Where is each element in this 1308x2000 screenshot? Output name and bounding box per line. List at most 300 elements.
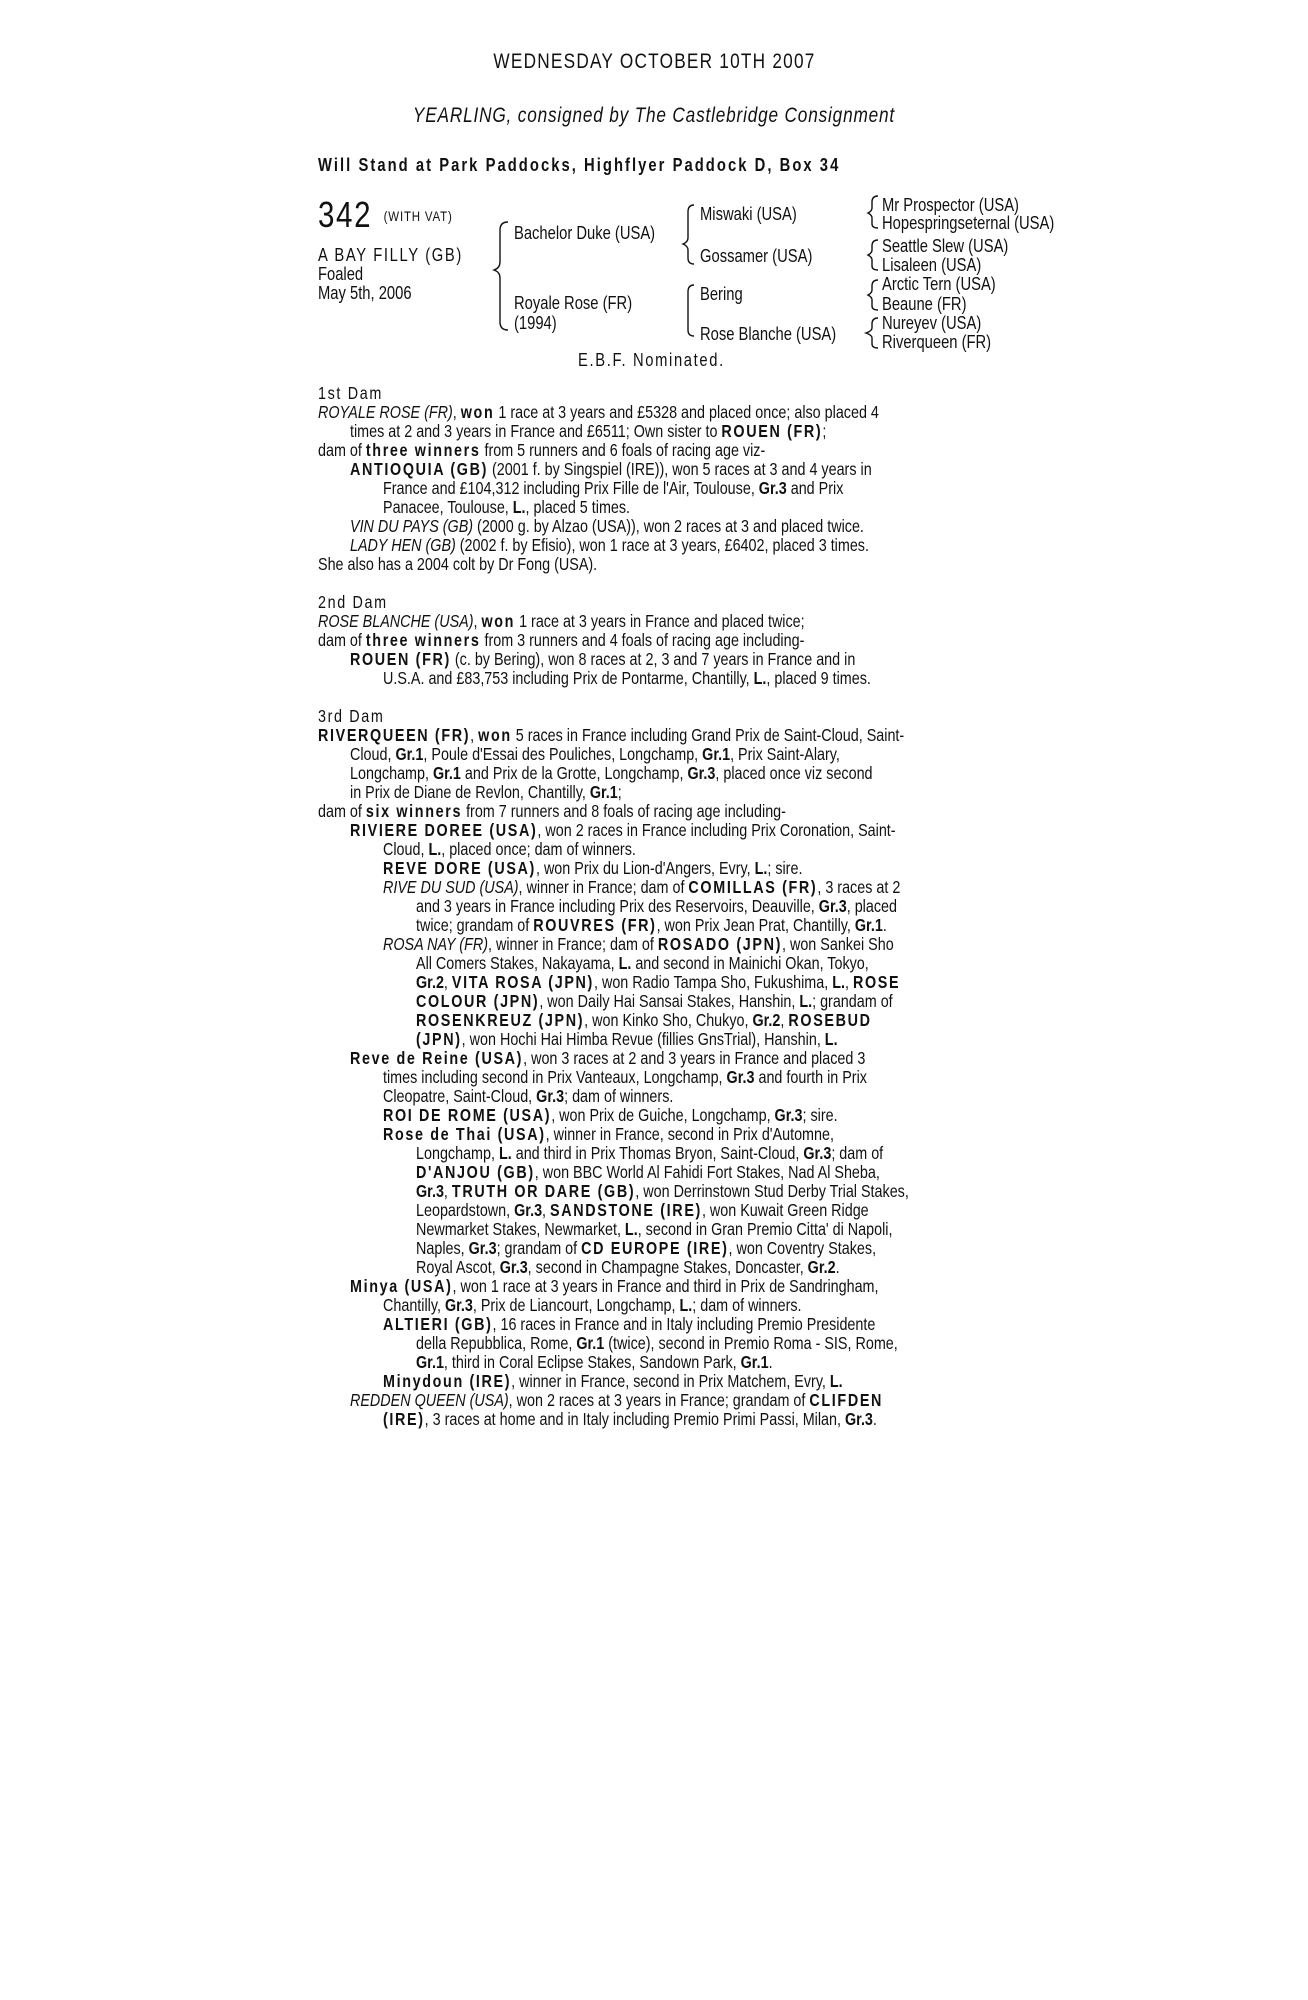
text-run: della Repubblica, Rome, [416, 1333, 577, 1353]
vat-label: (WITH VAT) [383, 208, 453, 224]
text-run: Gr.3 [818, 896, 847, 916]
text-line-content [416, 1011, 872, 1030]
text-run: , [473, 611, 482, 631]
text-run: , won Coventry Stakes, [728, 1238, 877, 1258]
text-line [318, 441, 1038, 460]
text-run: . [872, 1409, 877, 1429]
gen3-4: Lisaleen (USA) [882, 255, 982, 275]
text-run: , 16 races in France and in Italy including Premio Presidente [492, 1314, 876, 1334]
text-line [318, 384, 1038, 403]
text-line-content [416, 1353, 773, 1372]
text-line-content [318, 631, 804, 650]
text-run: , placed 5 times. [525, 497, 631, 517]
text-line-content [350, 517, 864, 536]
text-line-content [383, 1087, 673, 1106]
text-run: (2001 f. by Singspiel (IRE)), won 5 races at 3 and 4 years in [488, 459, 872, 479]
text-run: 1st Dam [318, 383, 383, 403]
text-run: . [835, 1257, 840, 1277]
foaled-label: Foaled [318, 264, 364, 284]
text-run: Chantilly, [383, 1295, 445, 1315]
text-run: Gr.1 [395, 744, 424, 764]
text-run: 1 race at 3 years and £5328 and placed once; also placed 4 [494, 402, 879, 422]
text-run: , 3 races at 2 [817, 877, 901, 897]
text-line-content [350, 821, 896, 840]
text-run: , won Kuwait Green Ridge [701, 1200, 869, 1220]
text-line-content [383, 1410, 877, 1429]
text-run: L. [498, 1143, 512, 1163]
text-run: L. [799, 991, 813, 1011]
text-run: Gr.3 [774, 1105, 803, 1125]
text-line [318, 422, 1038, 441]
text-run: Gr.3 [758, 478, 787, 498]
text-run: and Prix [786, 478, 844, 498]
text-run: , won Prix de Guiche, Longchamp, [551, 1105, 775, 1125]
text-run: , placed once; dam of winners. [441, 839, 636, 859]
text-run: Naples, [416, 1238, 469, 1258]
text-run: ROUEN (FR) [721, 421, 823, 441]
text-line [318, 935, 1038, 954]
text-run: Gr.1 [854, 915, 883, 935]
text-run: , [542, 1200, 551, 1220]
text-line-content [416, 1239, 876, 1258]
text-run: COLOUR (JPN) [416, 991, 540, 1011]
text-line-content [318, 384, 383, 403]
text-run: , Prix de Liancourt, Longchamp, [472, 1295, 680, 1315]
text-run: three winners [365, 440, 481, 460]
lot-number: 342 [318, 194, 373, 235]
consignment-line: YEARLING, consigned by The Castlebridge Consignment [412, 104, 896, 127]
text-run: ROSEBUD [788, 1010, 872, 1030]
text-run: , won Derrinstown Stud Derby Trial Stakes, [635, 1181, 909, 1201]
text-run: Gr.1 [576, 1333, 605, 1353]
text-run: , won BBC World Al Fahidi Fort Stakes, Nad Al Sheba, [534, 1162, 880, 1182]
text-run: SANDSTONE (IRE) [550, 1200, 702, 1220]
text-run: Gr.1 [740, 1352, 769, 1372]
text-run: She also has a 2004 colt by Dr Fong (USA). [318, 554, 598, 574]
text-run: 1 race at 3 years in France and placed twice; [515, 611, 805, 631]
text-run: (JPN) [416, 1029, 462, 1049]
text-run: ROI DE ROME (USA) [383, 1105, 552, 1125]
text-run: L. [512, 497, 526, 517]
text-run: , [844, 972, 853, 992]
text-line-content [350, 460, 872, 479]
text-line [318, 954, 1038, 973]
text-run: and Prix de la Grotte, Longchamp, [460, 763, 688, 783]
text-run: ANTIOQUIA (GB) [350, 459, 489, 479]
text-line-content [416, 973, 900, 992]
text-run: ROSE [852, 972, 901, 992]
text-run: Gr.3 [803, 1143, 832, 1163]
text-run: CD EUROPE (IRE) [581, 1238, 729, 1258]
text-line [318, 745, 1038, 764]
text-run: ROSE BLANCHE (USA) [318, 611, 474, 631]
text-line-content [350, 1391, 883, 1410]
text-line-content [383, 840, 636, 859]
text-line [318, 650, 1038, 669]
text-run: Gr.3 [416, 1181, 444, 1201]
text-run: , Prix Saint-Alary, [730, 744, 840, 764]
text-line-content [416, 1334, 898, 1353]
text-line-content [318, 726, 904, 745]
text-run: , [443, 1181, 452, 1201]
text-line [318, 498, 1038, 517]
text-run: ; dam of [831, 1143, 884, 1163]
text-run: , third in Coral Eclipse Stakes, Sandown Park, [443, 1352, 741, 1372]
text-run: and 3 years in France including Prix des Reservoirs, Deauville, [416, 896, 819, 916]
text-run: , Poule d'Essai des Pouliches, Longchamp, [423, 744, 703, 764]
text-run: , won 1 race at 3 years in France and third in Prix de Sandringham, [452, 1276, 879, 1296]
text-line [318, 1296, 1038, 1315]
sale-date: WEDNESDAY OCTOBER 10TH 2007 [492, 50, 816, 73]
text-line-content [383, 1315, 875, 1334]
text-run: Gr.1 [589, 782, 618, 802]
text-line [318, 973, 1038, 992]
text-line-content [318, 403, 879, 422]
text-line [318, 1239, 1038, 1258]
text-run: , placed 9 times. [766, 668, 871, 688]
text-line [318, 1030, 1038, 1049]
text-run: from 7 runners and 8 foals of racing age including- [462, 801, 786, 821]
text-line-content [350, 1277, 878, 1296]
dam-brace [688, 285, 694, 336]
text-run: 5 races in France including Grand Prix de Saint-Cloud, Saint- [511, 725, 905, 745]
text-run: , winner in France; dam of [518, 877, 689, 897]
text-run: Gr.3 [499, 1257, 528, 1277]
text-run: , won Daily Hai Sansai Stakes, Hanshin, [539, 991, 800, 1011]
text-run: and third in Prix Thomas Bryon, Saint-Cloud, [511, 1143, 804, 1163]
text-run: ; grandam of [812, 991, 893, 1011]
text-run: ; dam of winners. [564, 1086, 674, 1106]
text-run: ROYALE ROSE (FR) [318, 402, 453, 422]
text-line [318, 707, 1038, 726]
text-line-content [383, 1068, 867, 1087]
text-line-content [350, 783, 622, 802]
text-line [318, 1068, 1038, 1087]
text-run: Gr.1 [702, 744, 731, 764]
text-run: , won Sankei Sho [781, 934, 894, 954]
text-line [318, 802, 1038, 821]
text-run: L. [428, 839, 442, 859]
text-line [318, 669, 1038, 688]
text-run: TRUTH OR DARE (GB) [451, 1181, 636, 1201]
text-line-content [416, 1030, 838, 1049]
text-run: Gr.1 [416, 1352, 444, 1372]
text-line-content [318, 612, 805, 631]
text-run: L. [824, 1029, 838, 1049]
text-line [318, 1125, 1038, 1144]
text-line [318, 1410, 1038, 1429]
text-line [318, 1391, 1038, 1410]
text-run: Panacee, Toulouse, [383, 497, 513, 517]
text-run: ROSA NAY (FR) [383, 934, 488, 954]
text-line [318, 1353, 1038, 1372]
text-run: L. [679, 1295, 693, 1315]
text-run: won [478, 725, 512, 745]
text-run: Gr.3 [536, 1086, 565, 1106]
text-line-content [383, 859, 802, 878]
gen3-6: Beaune (FR) [882, 294, 967, 314]
text-run: (2000 g. by Alzao (USA)), won 2 races at 3 and placed twice. [473, 516, 864, 536]
text-run: 2nd Dam [318, 592, 388, 612]
text-run: Gr.3 [726, 1067, 755, 1087]
text-line [318, 460, 1038, 479]
text-run: Longchamp, [416, 1143, 499, 1163]
text-run: Gr.2 [416, 972, 444, 992]
text-line [318, 1334, 1038, 1353]
text-run: . [882, 915, 887, 935]
pedigree-notes [318, 384, 1038, 1429]
text-run: , won 2 races in France including Prix Coronation, Saint- [537, 820, 896, 840]
text-line-content [350, 650, 855, 669]
text-run: , second in Gran Premio Citta' di Napoli, [637, 1219, 893, 1239]
text-run: L. [618, 953, 632, 973]
text-line [318, 1163, 1038, 1182]
text-run: CLIFDEN [809, 1390, 884, 1410]
text-run: Cloud, [350, 744, 396, 764]
text-run: won [481, 611, 516, 631]
text-run: RIVERQUEEN (FR) [318, 725, 471, 745]
text-line [318, 897, 1038, 916]
text-line-content [383, 479, 843, 498]
text-line [318, 1315, 1038, 1334]
gen3-3: Seattle Slew (USA) [882, 236, 1009, 256]
text-run: VITA ROSA (JPN) [451, 972, 594, 992]
filly-description: A BAY FILLY (GB) [318, 245, 463, 265]
text-run: RIVE DU SUD (USA) [383, 877, 519, 897]
text-line-content [318, 441, 765, 460]
text-run: L. [754, 858, 768, 878]
foaled-date: May 5th, 2006 [318, 283, 412, 303]
text-line-content [383, 669, 871, 688]
text-run: , [443, 972, 452, 992]
text-run: Gr.2 [752, 1010, 781, 1030]
text-line [318, 916, 1038, 935]
gen3-7: Nureyev (USA) [882, 313, 982, 333]
text-line-content [318, 555, 597, 574]
text-run: Longchamp, [350, 763, 433, 783]
dam-sire: Bering [700, 284, 743, 304]
text-run: Gr.3 [444, 1295, 473, 1315]
text-line-content [318, 707, 385, 726]
text-run: , second in Champagne Stakes, Doncaster, [527, 1257, 808, 1277]
text-run: , [452, 402, 461, 422]
text-run: , placed [846, 896, 897, 916]
text-run: Gr.1 [432, 763, 461, 783]
sire-name: Bachelor Duke (USA) [514, 223, 656, 243]
text-line [318, 1011, 1038, 1030]
text-run: REDDEN QUEEN (USA) [350, 1390, 509, 1410]
text-run: (c. by Bering), won 8 races at 2, 3 and 7 years in France and in [450, 649, 856, 669]
text-line [318, 593, 1038, 612]
main-brace [494, 222, 508, 330]
text-run: (twice), second in Premio Roma - SIS, Rome, [604, 1333, 898, 1353]
text-line-content [416, 1144, 883, 1163]
dam-dam: Rose Blanche (USA) [700, 324, 837, 344]
text-run: twice; grandam of [416, 915, 534, 935]
text-run: , won Prix du Lion-d'Angers, Evry, [535, 858, 755, 878]
text-line [318, 878, 1038, 897]
sire-sire: Miswaki (USA) [700, 204, 797, 224]
text-line [318, 859, 1038, 878]
text-run: ; sire. [767, 858, 803, 878]
dam-name: Royale Rose (FR) [514, 293, 633, 313]
text-run: times including second in Prix Vanteaux, Longchamp, [383, 1067, 727, 1087]
text-run: L. [829, 1371, 843, 1391]
text-run: , won Radio Tampa Sho, Fukushima, [593, 972, 833, 992]
text-run: dam of [318, 801, 366, 821]
text-line-content [350, 745, 840, 764]
text-run: France and £104,312 including Prix Fille de l'Air, Toulouse, [383, 478, 759, 498]
text-line-content [383, 935, 894, 954]
text-run: U.S.A. and £83,753 including Prix de Pontarme, Chantilly, [383, 668, 754, 688]
text-line-content [416, 1201, 869, 1220]
text-run: Gr.3 [844, 1409, 873, 1429]
text-run: times at 2 and 3 years in France and £6511; Own sister to [350, 421, 722, 441]
text-run: RIVIERE DOREE (USA) [350, 820, 538, 840]
text-line [318, 536, 1038, 555]
text-line [318, 1182, 1038, 1201]
text-line-content [383, 878, 900, 897]
text-line [318, 764, 1038, 783]
text-line-content [416, 1182, 909, 1201]
text-run: three winners [365, 630, 481, 650]
text-line [318, 783, 1038, 802]
text-line [318, 1106, 1038, 1125]
text-run: ; dam of winners. [692, 1295, 802, 1315]
text-run: and fourth in Prix [754, 1067, 867, 1087]
text-line [318, 479, 1038, 498]
text-run: ; sire. [802, 1105, 838, 1125]
text-run: LADY HEN (GB) [350, 535, 456, 555]
text-run: VIN DU PAYS (GB) [350, 516, 474, 536]
text-line [318, 517, 1038, 536]
text-run: ROUVRES (FR) [533, 915, 657, 935]
text-line [318, 555, 1038, 574]
text-run: ; [617, 782, 622, 802]
text-run: ; [822, 421, 827, 441]
text-line-content [383, 1296, 802, 1315]
text-run: REVE DORE (USA) [383, 858, 536, 878]
text-line [318, 1201, 1038, 1220]
text-run: , winner in France, second in Prix d'Automne, [545, 1124, 834, 1144]
text-run: and second in Mainichi Okan, Tokyo, [631, 953, 869, 973]
text-run: ROSENKREUZ (JPN) [416, 1010, 585, 1030]
text-run: Gr.3 [687, 763, 716, 783]
text-line-content [350, 536, 869, 555]
text-run: , won Prix Jean Prat, Chantilly, [656, 915, 855, 935]
text-run: (IRE) [383, 1409, 425, 1429]
text-run: L. [753, 668, 767, 688]
text-line-content [416, 897, 897, 916]
text-run: Leopardstown, [416, 1200, 515, 1220]
text-run: Gr.3 [468, 1238, 497, 1258]
gen3-2: Hopespringseternal (USA) [882, 213, 1055, 233]
text-line-content [383, 1106, 838, 1125]
text-line [318, 1372, 1038, 1391]
text-run: , won 2 races at 3 years in France; grandam of [508, 1390, 810, 1410]
text-run: from 5 runners and 6 foals of racing age viz- [480, 440, 766, 460]
text-run: from 3 runners and 4 foals of racing age including- [480, 630, 805, 650]
text-line [318, 1087, 1038, 1106]
stand-location: Will Stand at Park Paddocks, Highflyer Paddock D, Box 34 [318, 155, 841, 175]
text-run: ROSADO (JPN) [657, 934, 782, 954]
text-line [318, 403, 1038, 422]
text-run: Royal Ascot, [416, 1257, 500, 1277]
text-line-content [350, 1049, 865, 1068]
gen3-5: Arctic Tern (USA) [882, 274, 996, 294]
text-line-content [383, 498, 630, 517]
text-line [318, 612, 1038, 631]
text-run: , placed once viz second [715, 763, 873, 783]
text-run: dam of [318, 440, 366, 460]
text-line-content [318, 593, 388, 612]
text-run: , 3 races at home and in Italy including Premio Primi Passi, Milan, [424, 1409, 845, 1429]
paragraph-gap [318, 574, 1038, 593]
text-line-content [416, 1220, 892, 1239]
text-run: , [780, 1010, 789, 1030]
text-run: ALTIERI (GB) [383, 1314, 493, 1334]
text-run: won [460, 402, 495, 422]
text-run: 3rd Dam [318, 706, 385, 726]
sire-dam: Gossamer (USA) [700, 246, 813, 266]
text-run: Reve de Reine (USA) [350, 1048, 524, 1068]
text-line [318, 1049, 1038, 1068]
text-line-content [416, 954, 869, 973]
text-run: , [470, 725, 479, 745]
text-line-content [350, 422, 826, 441]
text-run: dam of [318, 630, 366, 650]
text-run: All Comers Stakes, Nakayama, [416, 953, 619, 973]
text-run: COMILLAS (FR) [688, 877, 818, 897]
text-line [318, 1220, 1038, 1239]
text-run: Minya (USA) [350, 1276, 453, 1296]
text-line [318, 726, 1038, 745]
text-run: , won Hochi Hai Himba Revue (fillies GnsTrial), Hanshin, [461, 1029, 825, 1049]
text-run: , won Kinko Sho, Chukyo, [584, 1010, 753, 1030]
gen3-1: Mr Prospector (USA) [882, 195, 1019, 215]
text-run: L. [832, 972, 845, 992]
text-line [318, 1277, 1038, 1296]
text-run: six winners [365, 801, 463, 821]
text-run: Newmarket Stakes, Newmarket, [416, 1219, 625, 1239]
text-run: D'ANJOU (GB) [416, 1162, 535, 1182]
text-line [318, 631, 1038, 650]
text-line-content [350, 764, 873, 783]
text-run: , won 3 races at 2 and 3 years in France and placed 3 [523, 1048, 866, 1068]
text-run: Cleopatre, Saint-Cloud, [383, 1086, 537, 1106]
text-line-content [383, 1125, 834, 1144]
text-line-content [318, 802, 786, 821]
text-line-content [416, 1163, 880, 1182]
text-line-content [416, 992, 893, 1011]
text-run: (2002 f. by Efisio), won 1 race at 3 years, £6402, placed 3 times. [455, 535, 869, 555]
gen3-8: Riverqueen (FR) [882, 332, 992, 352]
text-run: , winner in France, second in Prix Matchem, Evry, [511, 1371, 830, 1391]
dam-year: (1994) [514, 313, 557, 333]
ebf-nominated: E.B.F. Nominated. [578, 350, 725, 370]
pedigree-braces [0, 0, 1308, 380]
text-line-content [416, 916, 887, 935]
text-run: Gr.3 [514, 1200, 543, 1220]
text-line [318, 1258, 1038, 1277]
paragraph-gap [318, 688, 1038, 707]
text-run: L. [624, 1219, 638, 1239]
text-run: Rose de Thai (USA) [383, 1124, 546, 1144]
text-line [318, 821, 1038, 840]
text-run: Gr.2 [807, 1257, 836, 1277]
text-line [318, 992, 1038, 1011]
text-run: ; grandam of [496, 1238, 582, 1258]
